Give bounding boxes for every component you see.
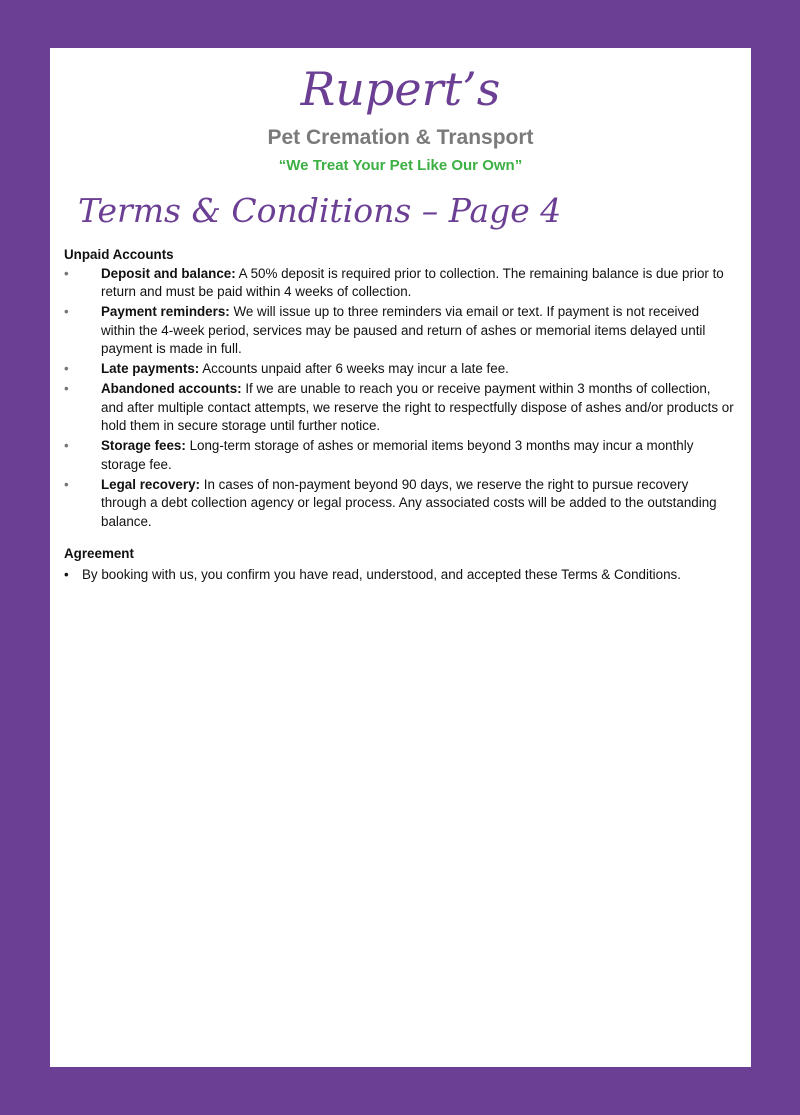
term-label: Legal recovery: [101, 476, 200, 492]
bullet-icon: • [64, 438, 69, 453]
bullet-icon: • [64, 566, 69, 582]
term-text: If we are unable to reach you or receive payment within 3 months of collection, and after multiple contact attempts, we reserve the right to respectfully dispose of ashes and/or products or hold them in secure storage until further notice. [101, 381, 734, 433]
term-text: A 50% deposit is required prior to collection. The remaining balance is due prior to return and must be paid within 4 weeks of collection. [101, 265, 724, 299]
term-label: Late payments: [101, 361, 200, 376]
bullet-icon: • [64, 304, 69, 319]
term-label: Deposit and balance: [101, 265, 236, 281]
agreement-list [64, 566, 736, 585]
company-subtitle: Pet Cremation & Transport [267, 126, 534, 149]
bullet-icon: • [64, 265, 69, 281]
list-item [64, 437, 736, 474]
list-item [64, 476, 736, 532]
bullet-icon: • [64, 381, 69, 396]
unpaid-accounts-heading: Unpaid Accounts [64, 247, 174, 262]
list-item [64, 303, 736, 359]
unpaid-accounts-list [64, 265, 736, 532]
term-label: Abandoned accounts: [101, 381, 242, 396]
agreement-text: By booking with us, you confirm you have read, understood, and accepted these Terms & Conditions. [82, 566, 681, 582]
list-item [64, 380, 736, 436]
term-text: In cases of non-payment beyond 90 days, we reserve the right to pursue recovery through a debt collection agency or legal process. Any associated costs will be added to the outstanding balance. [101, 476, 717, 529]
terms-content [64, 246, 736, 584]
list-item [64, 566, 736, 585]
document-page [50, 48, 751, 1067]
term-text: Accounts unpaid after 6 weeks may incur a late fee. [199, 361, 509, 376]
agreement-heading: Agreement [64, 546, 134, 561]
term-text: We will issue up to three reminders via email or text. If payment is not received within the 4-week period, services may be paused and return of ashes or memorial items delayed until payment is made in full. [101, 304, 706, 356]
page-title: Terms & Conditions – Page 4 [78, 191, 562, 230]
company-tagline: “We Treat Your Pet Like Our Own” [278, 157, 523, 174]
term-text: Long-term storage of ashes or memorial items beyond 3 months may incur a monthly storage fee. [101, 438, 694, 472]
brand-name: Rupert’s [300, 62, 501, 116]
bullet-icon: • [64, 476, 69, 492]
bullet-icon: • [64, 361, 69, 376]
list-item [64, 360, 736, 379]
term-label: Payment reminders: [101, 304, 230, 319]
list-item [64, 265, 736, 302]
term-label: Storage fees: [101, 438, 186, 453]
